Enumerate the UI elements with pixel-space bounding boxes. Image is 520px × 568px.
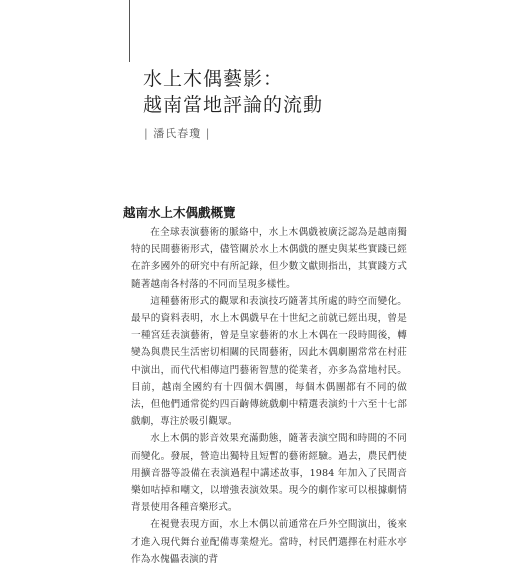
author-line [144,127,210,141]
author-bracket-right: | [201,127,211,140]
section-heading: 越南水上木偶戲概覽 [123,205,236,220]
author-name: 潘氏春瓊 [153,127,202,140]
article-subtitle: 越南當地評論的流動 [143,94,324,116]
article-title: 水上木偶藝影： [143,68,284,90]
article-body [131,224,407,568]
body-paragraph: 這種藝術形式的觀眾和表演技巧隨著其所處的時空而變化。最早的資料表明，水上木偶戲早在十世紀之前就已經出現，曾是一種宮廷表演藝術，曾是皇家藝術的水上木偶在一段時間後，轉變為與農民生活密切相關的民間藝術，因此木偶劇團常常在村莊中演出，而代代相傳這門藝術智慧的從業者，亦多為當地村民。目前，越南全國約有十四個木偶團，每個木偶團都有不同的做法，但他們通常從約四百齣傳統戲劇中精選表演約十六至十七部戲劇，專注於吸引觀眾。 [131,295,407,428]
author-bracket-left: | [144,127,154,140]
header-divider-line [129,0,130,62]
body-paragraph: 水上木偶的影音效果充滿動態，隨著表演空間和時間的不同而變化。發展，營造出獨特且短暫的藝術經驗。過去，農民們使用擴音器等設備在表演過程中講述故事，1984 年加入了民間音樂如咕掉和嘲文，以增強表演效果。現今的劇作家可以根據劇情背景使用各種音樂形式。 [131,433,407,514]
body-paragraph: 在視覺表現方面，水上木偶以前通常在戶外空間演出，後來才進入現代舞台並配備專業燈光。當時，村民們選擇在村莊水亭作為水傀儡表演的背 [131,519,407,565]
body-paragraph: 在全球表演藝術的脈絡中，水上木偶戲被廣泛認為是越南獨特的民間藝術形式，儘管關於水上木偶戲的歷史與某些實踐已經在許多國外的研究中有所記錄，但少數文獻則指出，其實踐方式隨著越南各村落的不同而呈現多樣性。 [131,227,407,290]
